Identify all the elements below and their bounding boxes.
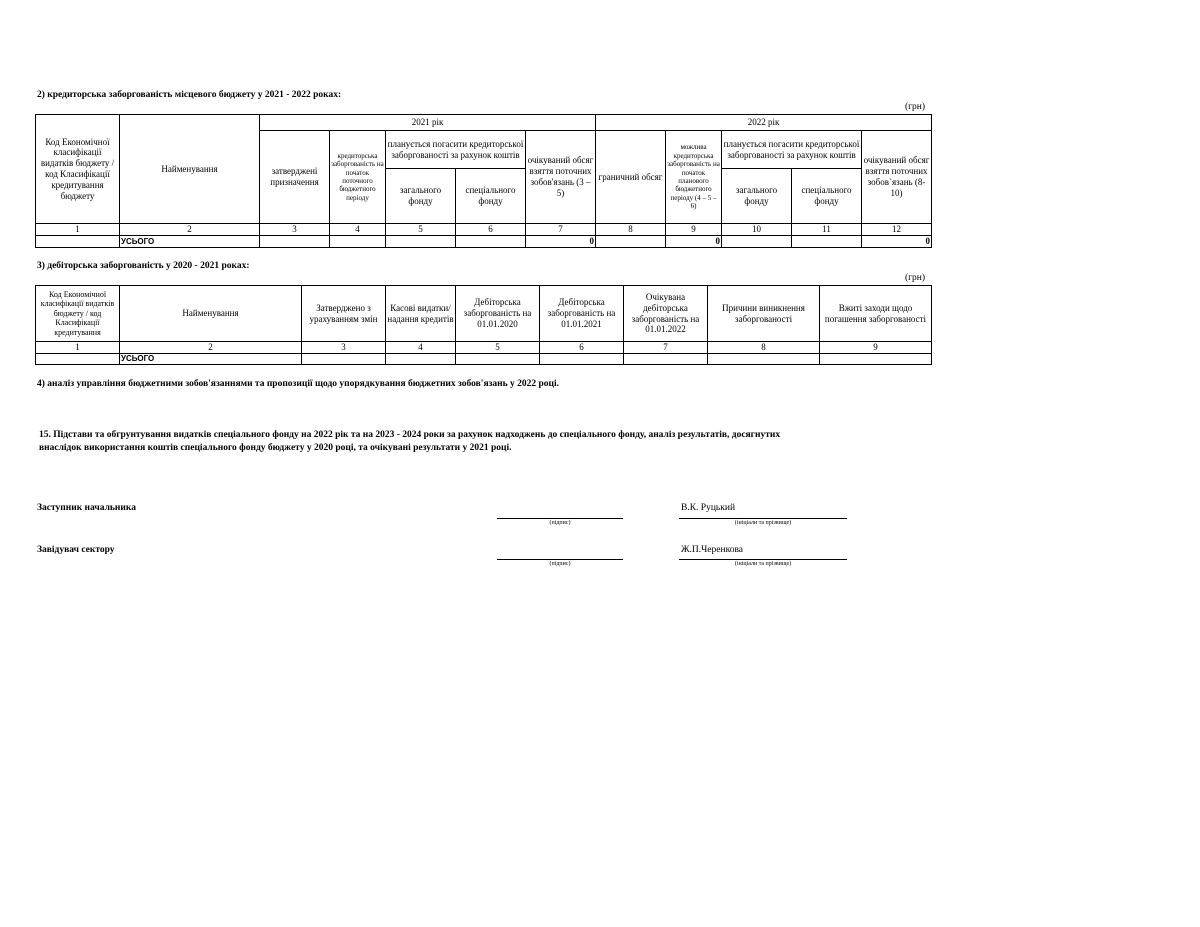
- col-number: 9: [820, 342, 932, 354]
- total-cell: [36, 354, 120, 365]
- total-cell: [708, 354, 820, 365]
- total-row: [36, 236, 932, 248]
- col-number: 4: [386, 342, 456, 354]
- signature-name-deputy: В.К. Руцький: [681, 503, 736, 513]
- header-code: Код Економічної класифікації видатків бюджету / код Класифікації кредитування: [36, 286, 120, 342]
- header-special-fund-2: спеціального фонду: [792, 169, 862, 224]
- section15-line2: внаслідок використання коштів спеціального фонду бюджету у 2020 році, та очікувані результати у 2021 році.: [39, 442, 512, 453]
- col-number: 2: [120, 342, 302, 354]
- total-label: УСЬОГО: [120, 236, 260, 248]
- signature-caption-head: (підпис): [549, 561, 571, 567]
- total-row: [36, 354, 932, 365]
- section4-heading: 4) аналіз управління бюджетними зобов'язаннями та пропозиції щодо упорядкування бюджетних зобов'язань у 2022 році.: [37, 379, 560, 389]
- total-cell: [540, 354, 624, 365]
- col-number: 3: [302, 342, 386, 354]
- total-cell: [624, 354, 708, 365]
- header-special-fund: спеціального фонду: [456, 169, 526, 224]
- total-expected-obligations: 0: [526, 236, 596, 248]
- header-code: Код Економічної класифікації видатків бюджету / код Класифікації кредитування бюджету: [36, 115, 120, 224]
- total-expected-obligations-2: 0: [862, 236, 932, 248]
- section15-paragraph: [39, 429, 839, 455]
- header-reasons: Причини виникнення заборгованості: [708, 286, 820, 342]
- total-cell: [456, 354, 540, 365]
- total-cell: [820, 354, 932, 365]
- col-number: 2: [120, 224, 260, 236]
- header-possible-credit: можлива кредиторська заборгованість на початок планового бюджетного періоду (4 – 5 – 6): [666, 131, 722, 224]
- col-number: 8: [596, 224, 666, 236]
- debtor-debt-table: [35, 285, 932, 365]
- name-caption-deputy: (ініціали та прізвище): [734, 520, 792, 526]
- column-numbers-row: [36, 342, 932, 354]
- header-approved: затверджені призначення: [260, 131, 330, 224]
- col-number: 1: [36, 342, 120, 354]
- col-number: 10: [722, 224, 792, 236]
- header-limit: граничний обсяг: [596, 131, 666, 224]
- name-caption-head: (ініціали та прізвище): [734, 561, 792, 567]
- total-cell: [792, 236, 862, 248]
- header-debt-2020: Дебіторська заборгованість на 01.01.2020: [456, 286, 540, 342]
- header-debt-2021: Дебіторська заборгованість на 01.01.2021: [540, 286, 624, 342]
- section3-heading: 3) дебіторська заборгованість у 2020 - 2021 роках:: [37, 261, 250, 271]
- header-cash: Касові видатки/ надання кредитів: [386, 286, 456, 342]
- creditor-debt-table: [35, 114, 932, 248]
- header-year-2021: 2021 рік: [260, 115, 596, 131]
- col-number: 7: [624, 342, 708, 354]
- total-cell: [596, 236, 666, 248]
- signature-line-head: [497, 559, 623, 560]
- header-general-fund-2: загального фонду: [722, 169, 792, 224]
- header-name: Найменування: [120, 286, 302, 342]
- signature-line-deputy: [497, 518, 623, 519]
- header-approved: Затверджено з урахуванням змін: [302, 286, 386, 342]
- total-cell: [36, 236, 120, 248]
- col-number: 12: [862, 224, 932, 236]
- col-number: 5: [386, 224, 456, 236]
- col-number: 7: [526, 224, 596, 236]
- total-cell: [330, 236, 386, 248]
- header-measures: Вжиті заходи щодо погашення заборгованості: [820, 286, 932, 342]
- signature-caption-deputy: (підпис): [549, 520, 571, 526]
- header-year-2022: 2022 рік: [596, 115, 932, 131]
- section3-unit: (грн): [905, 273, 926, 283]
- total-cell: [456, 236, 526, 248]
- name-line-head: [679, 559, 847, 560]
- col-number: 6: [456, 224, 526, 236]
- total-cell: [260, 236, 330, 248]
- col-number: 9: [666, 224, 722, 236]
- signature-name-head: Ж.П.Черенкова: [681, 545, 744, 555]
- col-number: 5: [456, 342, 540, 354]
- header-name: Найменування: [120, 115, 260, 224]
- col-number: 6: [540, 342, 624, 354]
- header-planned-repay-2: планується погасити кредиторської заборгованості за рахунок коштів: [722, 131, 862, 169]
- section2-unit: (грн): [905, 102, 926, 112]
- total-cell: [302, 354, 386, 365]
- total-cell: [722, 236, 792, 248]
- section2-heading: 2) кредиторська заборгованість місцевого бюджету у 2021 - 2022 роках:: [37, 90, 342, 100]
- header-expected-obligations: очікуваний обсяг взяття поточних зобов'язань (3 – 5): [526, 131, 596, 224]
- header-planned-repay: планується погасити кредиторської заборгованості за рахунок коштів: [386, 131, 526, 169]
- header-expected-obligations-2: очікуваний обсяг взяття поточних зобов`язань (8-10): [862, 131, 932, 224]
- header-general-fund: загального фонду: [386, 169, 456, 224]
- col-number: 1: [36, 224, 120, 236]
- col-number: 11: [792, 224, 862, 236]
- section15-line1: 15. Підстави та обгрунтування видатків спеціального фонду на 2022 рік та на 2023 - 2024 роки за рахунок надходжень до спеціального фонду, аналіз результатів, досягнутих: [39, 430, 781, 440]
- total-possible-credit: 0: [666, 236, 722, 248]
- total-cell: [386, 354, 456, 365]
- signature-role-head: Завідувач сектору: [37, 545, 115, 555]
- col-number: 4: [330, 224, 386, 236]
- header-credit-start: кредиторська заборгованість на початок поточного бюджетного періоду: [330, 131, 386, 224]
- signature-role-deputy: Заступник начальника: [37, 503, 136, 513]
- name-line-deputy: [679, 518, 847, 519]
- column-numbers-row: [36, 224, 932, 236]
- header-expected-debt: Очікувана дебіторська заборгованість на 01.01.2022: [624, 286, 708, 342]
- total-label: УСЬОГО: [120, 354, 302, 365]
- col-number: 3: [260, 224, 330, 236]
- col-number: 8: [708, 342, 820, 354]
- total-cell: [386, 236, 456, 248]
